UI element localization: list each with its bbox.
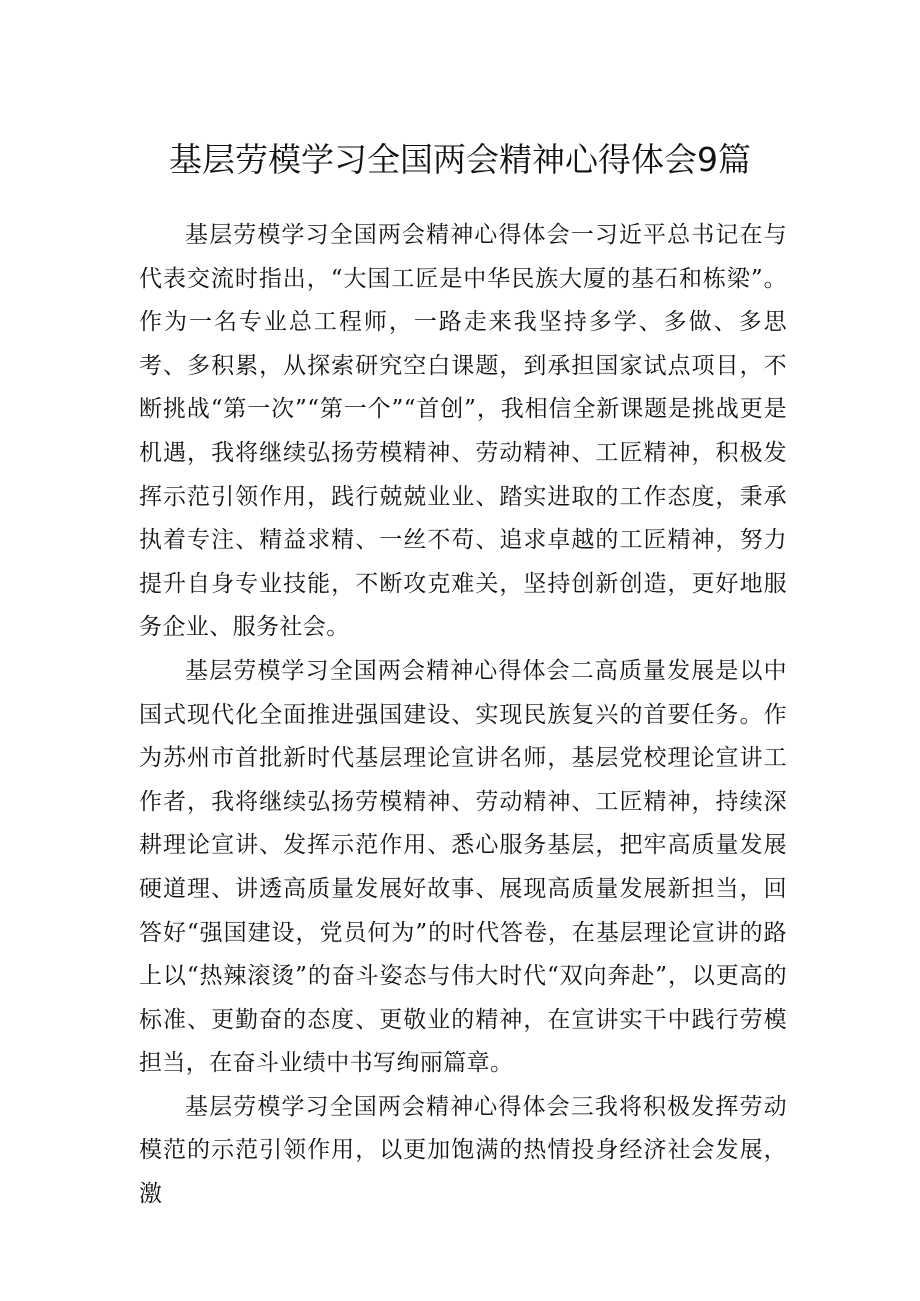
paragraph-1: 基层劳模学习全国两会精神心得体会一习近平总书记在与代表交流时指出，“大国工匠是中华民族大厦的基石和栋梁”。作为一名专业总工程师，一路走来我坚持多学、多做、多思考、多积累，从探索研究空白课题，到承担国家试点项目，不断挑战“第一次”“第一个”“首创”，我相信全新课题是挑战更是机遇，我将继续弘扬劳模精神、劳动精神、工匠精神，积极发挥示范引领作用，践行兢兢业业、踏实进取的工作态度，秉承执着专注、精益求精、一丝不苟、追求卓越的工匠精神，努力提升自身专业技能，不断攻克难关，坚持创新创造，更好地服务企业、服务社会。 bbox=[139, 222, 787, 641]
paragraph-3: 基层劳模学习全国两会精神心得体会三我将积极发挥劳动模范的示范引领作用，以更加饱满的热情投身经济社会发展，激 bbox=[139, 1093, 787, 1208]
document-body bbox=[139, 214, 787, 1217]
paragraph-2: 基层劳模学习全国两会精神心得体会二高质量发展是以中国式现代化全面推进强国建设、实现民族复兴的首要任务。作为苏州市首批新时代基层理论宣讲名师，基层党校理论宣讲工作者，我将继续弘扬劳模精神、劳动精神、工匠精神，持续深耕理论宣讲、发挥示范作用、悉心服务基层，把牢高质量发展硬道理、讲透高质量发展好故事、展现高质量发展新担当，回答好“强国建设，党员何为”的时代答卷，在基层理论宣讲的路上以“热辣滚烫”的奋斗姿态与伟大时代“双向奔赴”，以更高的标准、更勤奋的态度、更敬业的精神，在宣讲实干中践行劳模担当，在奋斗业绩中书写绚丽篇章。 bbox=[139, 657, 787, 1077]
document-title: 基层劳模学习全国两会精神心得体会9篇 bbox=[169, 140, 751, 180]
